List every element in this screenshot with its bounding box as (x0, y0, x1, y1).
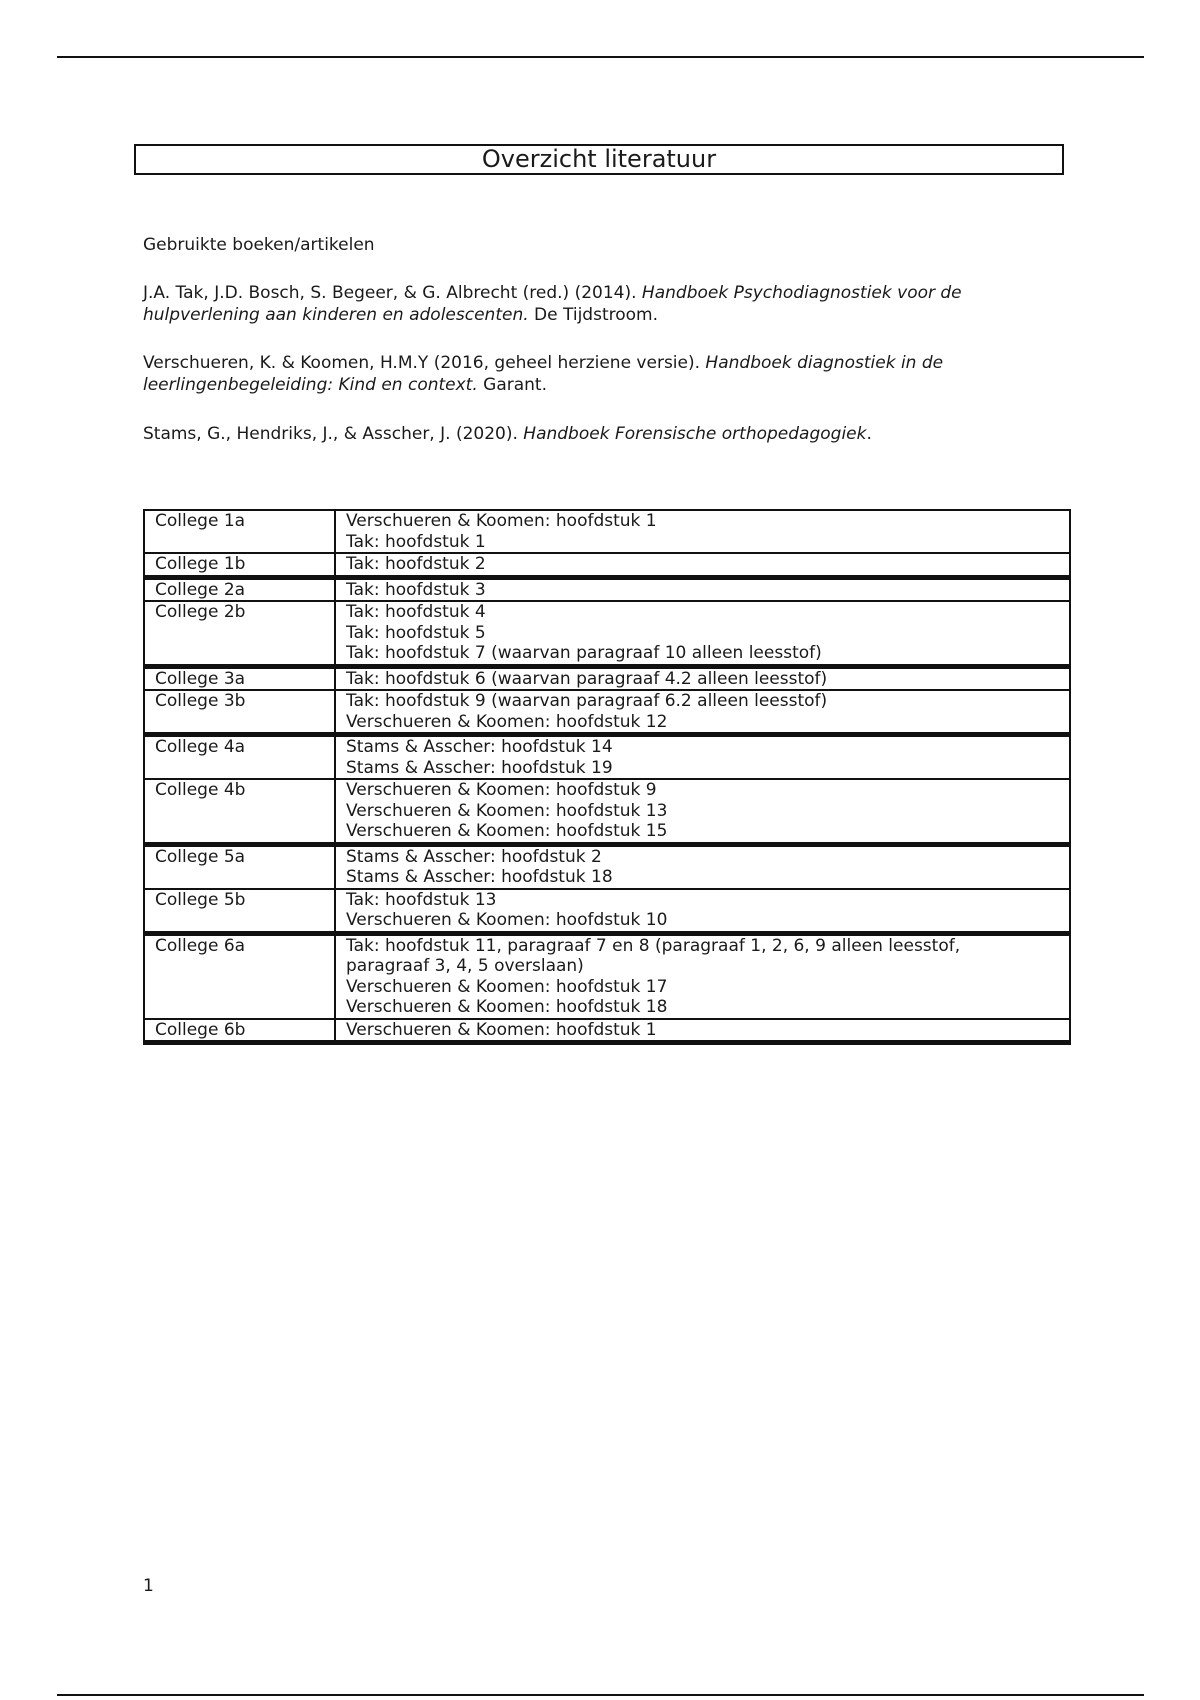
literature-line: Tak: hoofdstuk 9 (waarvan paragraaf 6.2 alleen leesstof) (346, 691, 828, 711)
page-number: 1 (143, 1576, 154, 1596)
literature-line: Verschueren & Koomen: hoofdstuk 17 (346, 976, 668, 997)
reference-publisher: De Tijdstroom. (534, 305, 658, 325)
literature-line: Tak: hoofdstuk 13 (346, 889, 497, 910)
literature-line: Verschueren & Koomen: hoofdstuk 12 (346, 711, 668, 732)
literature-table (143, 509, 1071, 1045)
literature-cell (335, 779, 1070, 844)
reference-title: Handboek Psychodiagnostiek voor de hulpverlening aan kinderen en adolescenten. (143, 283, 962, 325)
college-cell: College 1a (144, 510, 335, 553)
reference-publisher: Garant. (483, 375, 547, 395)
literature-line: Verschueren & Koomen: hoofdstuk 18 (346, 997, 668, 1017)
college-cell: College 2b (144, 601, 335, 666)
reference-item (143, 282, 1063, 326)
table-row (144, 779, 1070, 844)
literature-line: Tak: hoofdstuk 1 (346, 531, 486, 552)
reference-item (143, 352, 1063, 396)
literature-line: Tak: hoofdstuk 4 (346, 602, 486, 622)
college-cell: College 4b (144, 779, 335, 844)
reference-authors: J.A. Tak, J.D. Bosch, S. Begeer, & G. Albrecht (red.) (2014). (143, 283, 637, 303)
literature-line: Tak: hoofdstuk 3 (346, 579, 486, 600)
literature-line: Tak: hoofdstuk 2 (346, 554, 486, 574)
reference-title: Handboek Forensische orthopedagogiek (523, 424, 867, 444)
literature-line: Stams & Asscher: hoofdstuk 19 (346, 757, 613, 778)
table-row (144, 1019, 1070, 1043)
literature-line: Verschueren & Koomen: hoofdstuk 1 (346, 511, 657, 531)
reference-title: Handboek diagnostiek in de leerlingenbegeleiding: Kind en context. (143, 353, 944, 395)
college-cell: College 5b (144, 889, 335, 934)
literature-line: Stams & Asscher: hoofdstuk 18 (346, 867, 613, 887)
literature-cell (335, 1019, 1070, 1043)
literature-cell (335, 553, 1070, 577)
table-row (144, 666, 1070, 690)
literature-line: Verschueren & Koomen: hoofdstuk 1 (346, 1019, 657, 1040)
literature-cell (335, 844, 1070, 889)
literature-line: Tak: hoofdstuk 5 (346, 622, 486, 643)
footer-rule (57, 1694, 1144, 1696)
literature-line: Tak: hoofdstuk 6 (waarvan paragraaf 4.2 alleen leesstof) (346, 668, 828, 689)
section-heading: Gebruikte boeken/artikelen (143, 235, 375, 255)
college-cell: College 4a (144, 735, 335, 780)
literature-line: Tak: hoofdstuk 7 (waarvan paragraaf 10 alleen leesstof) (346, 643, 822, 663)
table-row (144, 601, 1070, 666)
literature-cell (335, 933, 1070, 1019)
header-rule (57, 56, 1144, 58)
reference-publisher: . (866, 424, 872, 444)
table-row (144, 933, 1070, 1019)
table-row (144, 844, 1070, 889)
literature-line: Verschueren & Koomen: hoofdstuk 15 (346, 821, 668, 841)
literature-line: paragraaf 3, 4, 5 overslaan) (346, 956, 584, 976)
literature-line: Stams & Asscher: hoofdstuk 2 (346, 846, 602, 867)
literature-line: Stams & Asscher: hoofdstuk 14 (346, 737, 613, 757)
literature-cell (335, 735, 1070, 780)
reference-authors: Verschueren, K. & Koomen, H.M.Y (2016, geheel herziene versie). (143, 353, 701, 373)
literature-cell (335, 510, 1070, 553)
literature-cell (335, 690, 1070, 735)
literature-line: Tak: hoofdstuk 11, paragraaf 7 en 8 (paragraaf 1, 2, 6, 9 alleen leesstof, (346, 935, 961, 956)
table-row (144, 889, 1070, 934)
literature-line: Verschueren & Koomen: hoofdstuk 9 (346, 780, 657, 800)
table-row (144, 690, 1070, 735)
college-cell: College 6b (144, 1019, 335, 1043)
reference-authors: Stams, G., Hendriks, J., & Asscher, J. (2020). (143, 424, 518, 444)
college-cell: College 3a (144, 666, 335, 690)
literature-cell (335, 666, 1070, 690)
college-cell: College 1b (144, 553, 335, 577)
table-row (144, 553, 1070, 577)
literature-cell (335, 601, 1070, 666)
literature-line: Verschueren & Koomen: hoofdstuk 10 (346, 910, 668, 930)
table-row (144, 577, 1070, 601)
reference-item (143, 423, 1063, 445)
college-cell: College 5a (144, 844, 335, 889)
table-row (144, 735, 1070, 780)
literature-cell (335, 577, 1070, 601)
college-cell: College 2a (144, 577, 335, 601)
college-cell: College 6a (144, 933, 335, 1019)
literature-cell (335, 889, 1070, 934)
literature-line: Verschueren & Koomen: hoofdstuk 13 (346, 800, 668, 821)
table-row (144, 510, 1070, 553)
college-cell: College 3b (144, 690, 335, 735)
page-title: Overzicht literatuur (134, 144, 1064, 175)
